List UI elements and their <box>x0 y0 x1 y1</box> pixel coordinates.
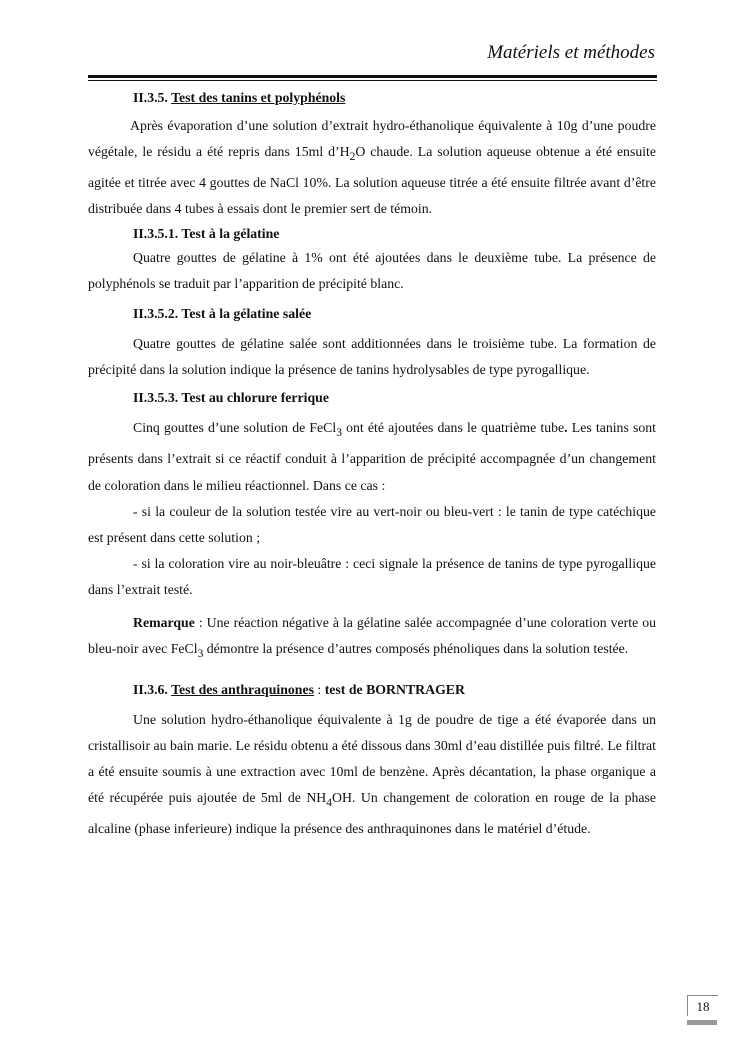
header-rule-thick <box>88 75 657 78</box>
section-subtitle: test de BORNTRAGER <box>324 681 465 697</box>
separator: : <box>313 681 325 697</box>
text-run: Les tanins sont présents dans l’extrait si ce réactif conduit à l’apparition de précipité accompagnée d’un changement de coloration dans le milieu réactionnel. Dans ce cas : <box>88 420 656 493</box>
section-number: II.3.5. <box>133 90 168 105</box>
paragraph: Quatre gouttes de gélatine salée sont additionnées dans le troisième tube. La formation de précipité dans la solution indique la présence de tanins hydrolysables de type pyrogallique. <box>88 335 656 378</box>
text-run: Après évaporation d’une solution d’extrait hydro-éthanolique équivalente à 10g d’une poudre végétale, le résidu a été repris dans 15ml d’H <box>88 118 656 160</box>
section-heading-2-3-5-1: II.3.5.1. Test à la gélatine <box>133 225 280 241</box>
paragraph: Quatre gouttes de gélatine à 1% ont été ajoutées dans le deuxième tube. La présence de polyphénols se traduit par l’apparition de précipité blanc. <box>88 249 656 291</box>
subscript: 4 <box>326 797 333 810</box>
paragraph <box>88 415 656 498</box>
running-header: Matériels et méthodes <box>487 42 655 63</box>
subscript: 3 <box>197 647 204 660</box>
section-title: Test des anthraquinones <box>171 681 314 697</box>
page-body <box>88 87 656 842</box>
page-number: 18 <box>687 995 718 1016</box>
page-number-bar <box>687 1020 717 1025</box>
header-rule-thin <box>88 80 657 81</box>
bold-period: . <box>564 420 568 436</box>
bullet-item: - si la coloration vire au noir-bleuâtre : ceci signale la présence de tanins de type pyrogallique dans l’extrait testé. <box>88 556 656 598</box>
remark-paragraph <box>88 610 656 667</box>
text-run: démontre la présence d’autres composés phénoliques dans la solution testée. <box>203 640 629 656</box>
section-heading-2-3-5-3: II.3.5.3. Test au chlorure ferrique <box>133 390 329 406</box>
section-heading-2-3-5 <box>88 87 656 109</box>
text-run: ont été ajoutées dans le quatrième tube <box>341 420 565 436</box>
section-number: II.3.6. <box>133 681 168 697</box>
subscript: 2 <box>349 150 356 163</box>
text-run: : Une réaction négative à la gélatine salée accompagnée d’une coloration verte ou bleu-noir avec FeCl <box>88 614 656 656</box>
remark-label: Remarque <box>133 614 195 630</box>
section-heading-2-3-6 <box>88 679 656 701</box>
paragraph <box>88 113 656 223</box>
text-run: Une solution hydro-éthanolique équivalente à 1g de poudre de tige a été évaporée dans un cristallisoir au bain marie. Le résidu obtenu a été dissous dans 30ml d’eau distillée puis filtré. Le filtrat a été ensuite soumis à une extraction avec 10ml de benzène. Après décantation, la phase organique a été récupérée puis ajoutée de 5ml de NH <box>88 711 656 806</box>
paragraph <box>88 707 656 843</box>
section-title: Test des tanins et polyphénols <box>171 90 346 105</box>
text-run: O chaude. La solution aqueuse obtenue a été ensuite agitée et titrée avec 4 gouttes de NaCl 10%. La solution aqueuse titrée a été ensuite filtrée avant d’être distribuée dans 4 tubes à essais dont le premier sert de témoin. <box>88 144 657 217</box>
bullet-item: - si la couleur de la solution testée vire au vert-noir ou bleu-vert : le tanin de type catéchique est présent dans cette solution ; <box>88 503 656 545</box>
subscript: 3 <box>336 427 342 440</box>
section-heading-2-3-5-2: II.3.5.2. Test à la gélatine salée <box>133 305 312 321</box>
text-run: OH. Un changement de coloration en rouge de la phase alcaline (phase inferieure) indique la présence des anthraquinones dans le matériel d’étude. <box>88 790 656 837</box>
text-run: Cinq gouttes d’une solution de FeCl <box>133 420 337 436</box>
